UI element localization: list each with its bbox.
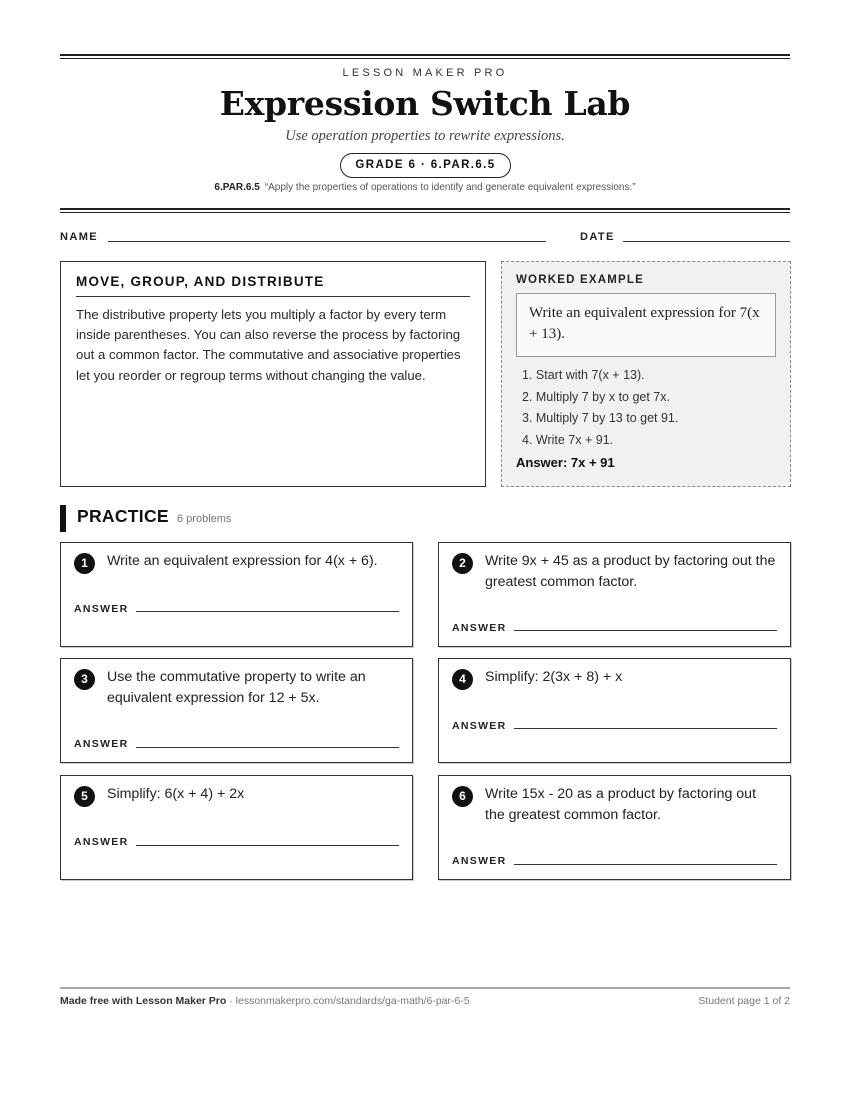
worked-example-box (501, 261, 791, 487)
problem-number: 6 (452, 786, 473, 807)
problem-text: Write an equivalent expression for 4(x + 6). (107, 553, 378, 569)
problem-card-4 (438, 658, 791, 763)
standard-code: 6.PAR.6.5 (214, 182, 260, 193)
answer-field-1[interactable] (136, 611, 399, 612)
answer-field-6[interactable] (514, 864, 777, 865)
page-title: Expression Switch Lab (219, 84, 631, 123)
worked-example-step: 2. Multiply 7 by x to get 7x. (522, 389, 670, 404)
problem-text: Write 9x + 45 as a product by factoring out the greatest common factor. (485, 553, 776, 590)
worked-example-answer: Answer: 7x + 91 (516, 455, 615, 470)
worked-example-step: 3. Multiply 7 by 13 to get 91. (522, 411, 679, 425)
answer-label: ANSWER (452, 622, 507, 634)
practice-count: 6 problems (177, 513, 232, 525)
problem-number: 4 (452, 669, 473, 690)
problem-text: Use the commutative property to write an equivalent expression for 12 + 5x. (107, 669, 366, 706)
footer-made-with: Made free with Lesson Maker Pro (60, 995, 227, 1007)
answer-field-4[interactable] (514, 728, 777, 729)
answer-field-5[interactable] (136, 845, 399, 846)
practice-accent-bar (60, 505, 66, 532)
problem-number: 1 (74, 553, 95, 574)
answer-field-2[interactable] (514, 630, 777, 631)
problem-text: Write 15x - 20 as a product by factoring out the greatest common factor. (485, 786, 757, 823)
problem-number: 2 (452, 553, 473, 574)
problem-text: Simplify: 6(x + 4) + 2x (107, 786, 245, 802)
worked-example-steps (516, 365, 776, 451)
worked-example-prompt: Write an equivalent expression for 7(x + 13). (516, 293, 776, 357)
worked-example-step: 1. Start with 7(x + 13). (522, 368, 645, 382)
problem-text: Simplify: 2(3x + 8) + x (485, 669, 623, 685)
date-label: DATE (580, 231, 615, 243)
standard-line (0, 182, 850, 193)
answer-field-3[interactable] (136, 747, 399, 748)
problem-number: 3 (74, 669, 95, 690)
answer-label: ANSWER (452, 855, 507, 867)
worked-example-label: WORKED EXAMPLE (516, 274, 644, 286)
grade-badge: GRADE 6 · 6.PAR.6.5 (340, 153, 511, 178)
problem-card-5 (60, 775, 413, 880)
standard-text: “Apply the properties of operations to identify and generate equivalent expressions.” (264, 182, 636, 193)
header-top-rule (60, 54, 790, 59)
name-label: NAME (60, 231, 98, 243)
problem-card-3 (60, 658, 413, 763)
practice-title: PRACTICE (77, 506, 169, 526)
footer-url: · lessonmakerpro.com/standards/ga-math/6-par-6-5 (226, 995, 470, 1007)
concept-heading: MOVE, GROUP, AND DISTRIBUTE (76, 274, 470, 297)
answer-label: ANSWER (452, 720, 507, 732)
footer-credit (60, 995, 470, 1007)
problem-card-6 (438, 775, 791, 880)
footer-page-number: Student page 1 of 2 (698, 995, 790, 1007)
name-field[interactable] (108, 241, 546, 242)
brand-name: LESSON MAKER PRO (342, 67, 508, 79)
answer-label: ANSWER (74, 603, 129, 615)
problem-card-2 (438, 542, 791, 647)
problem-number: 5 (74, 786, 95, 807)
answer-label: ANSWER (74, 836, 129, 848)
concept-box (60, 261, 486, 487)
page-subtitle: Use operation properties to rewrite expressions. (285, 128, 565, 144)
header-bottom-rule (60, 208, 790, 213)
concept-body: The distributive property lets you multiply a factor by every term inside parentheses. You can also reverse the process by factoring out a common factor. The commutative and associative properties let you reorder or regroup terms without changing the value. (76, 307, 461, 383)
answer-label: ANSWER (74, 738, 129, 750)
problem-card-1 (60, 542, 413, 647)
date-field[interactable] (623, 241, 790, 242)
worked-example-step: 4. Write 7x + 91. (522, 432, 614, 447)
footer-rule (60, 987, 790, 989)
